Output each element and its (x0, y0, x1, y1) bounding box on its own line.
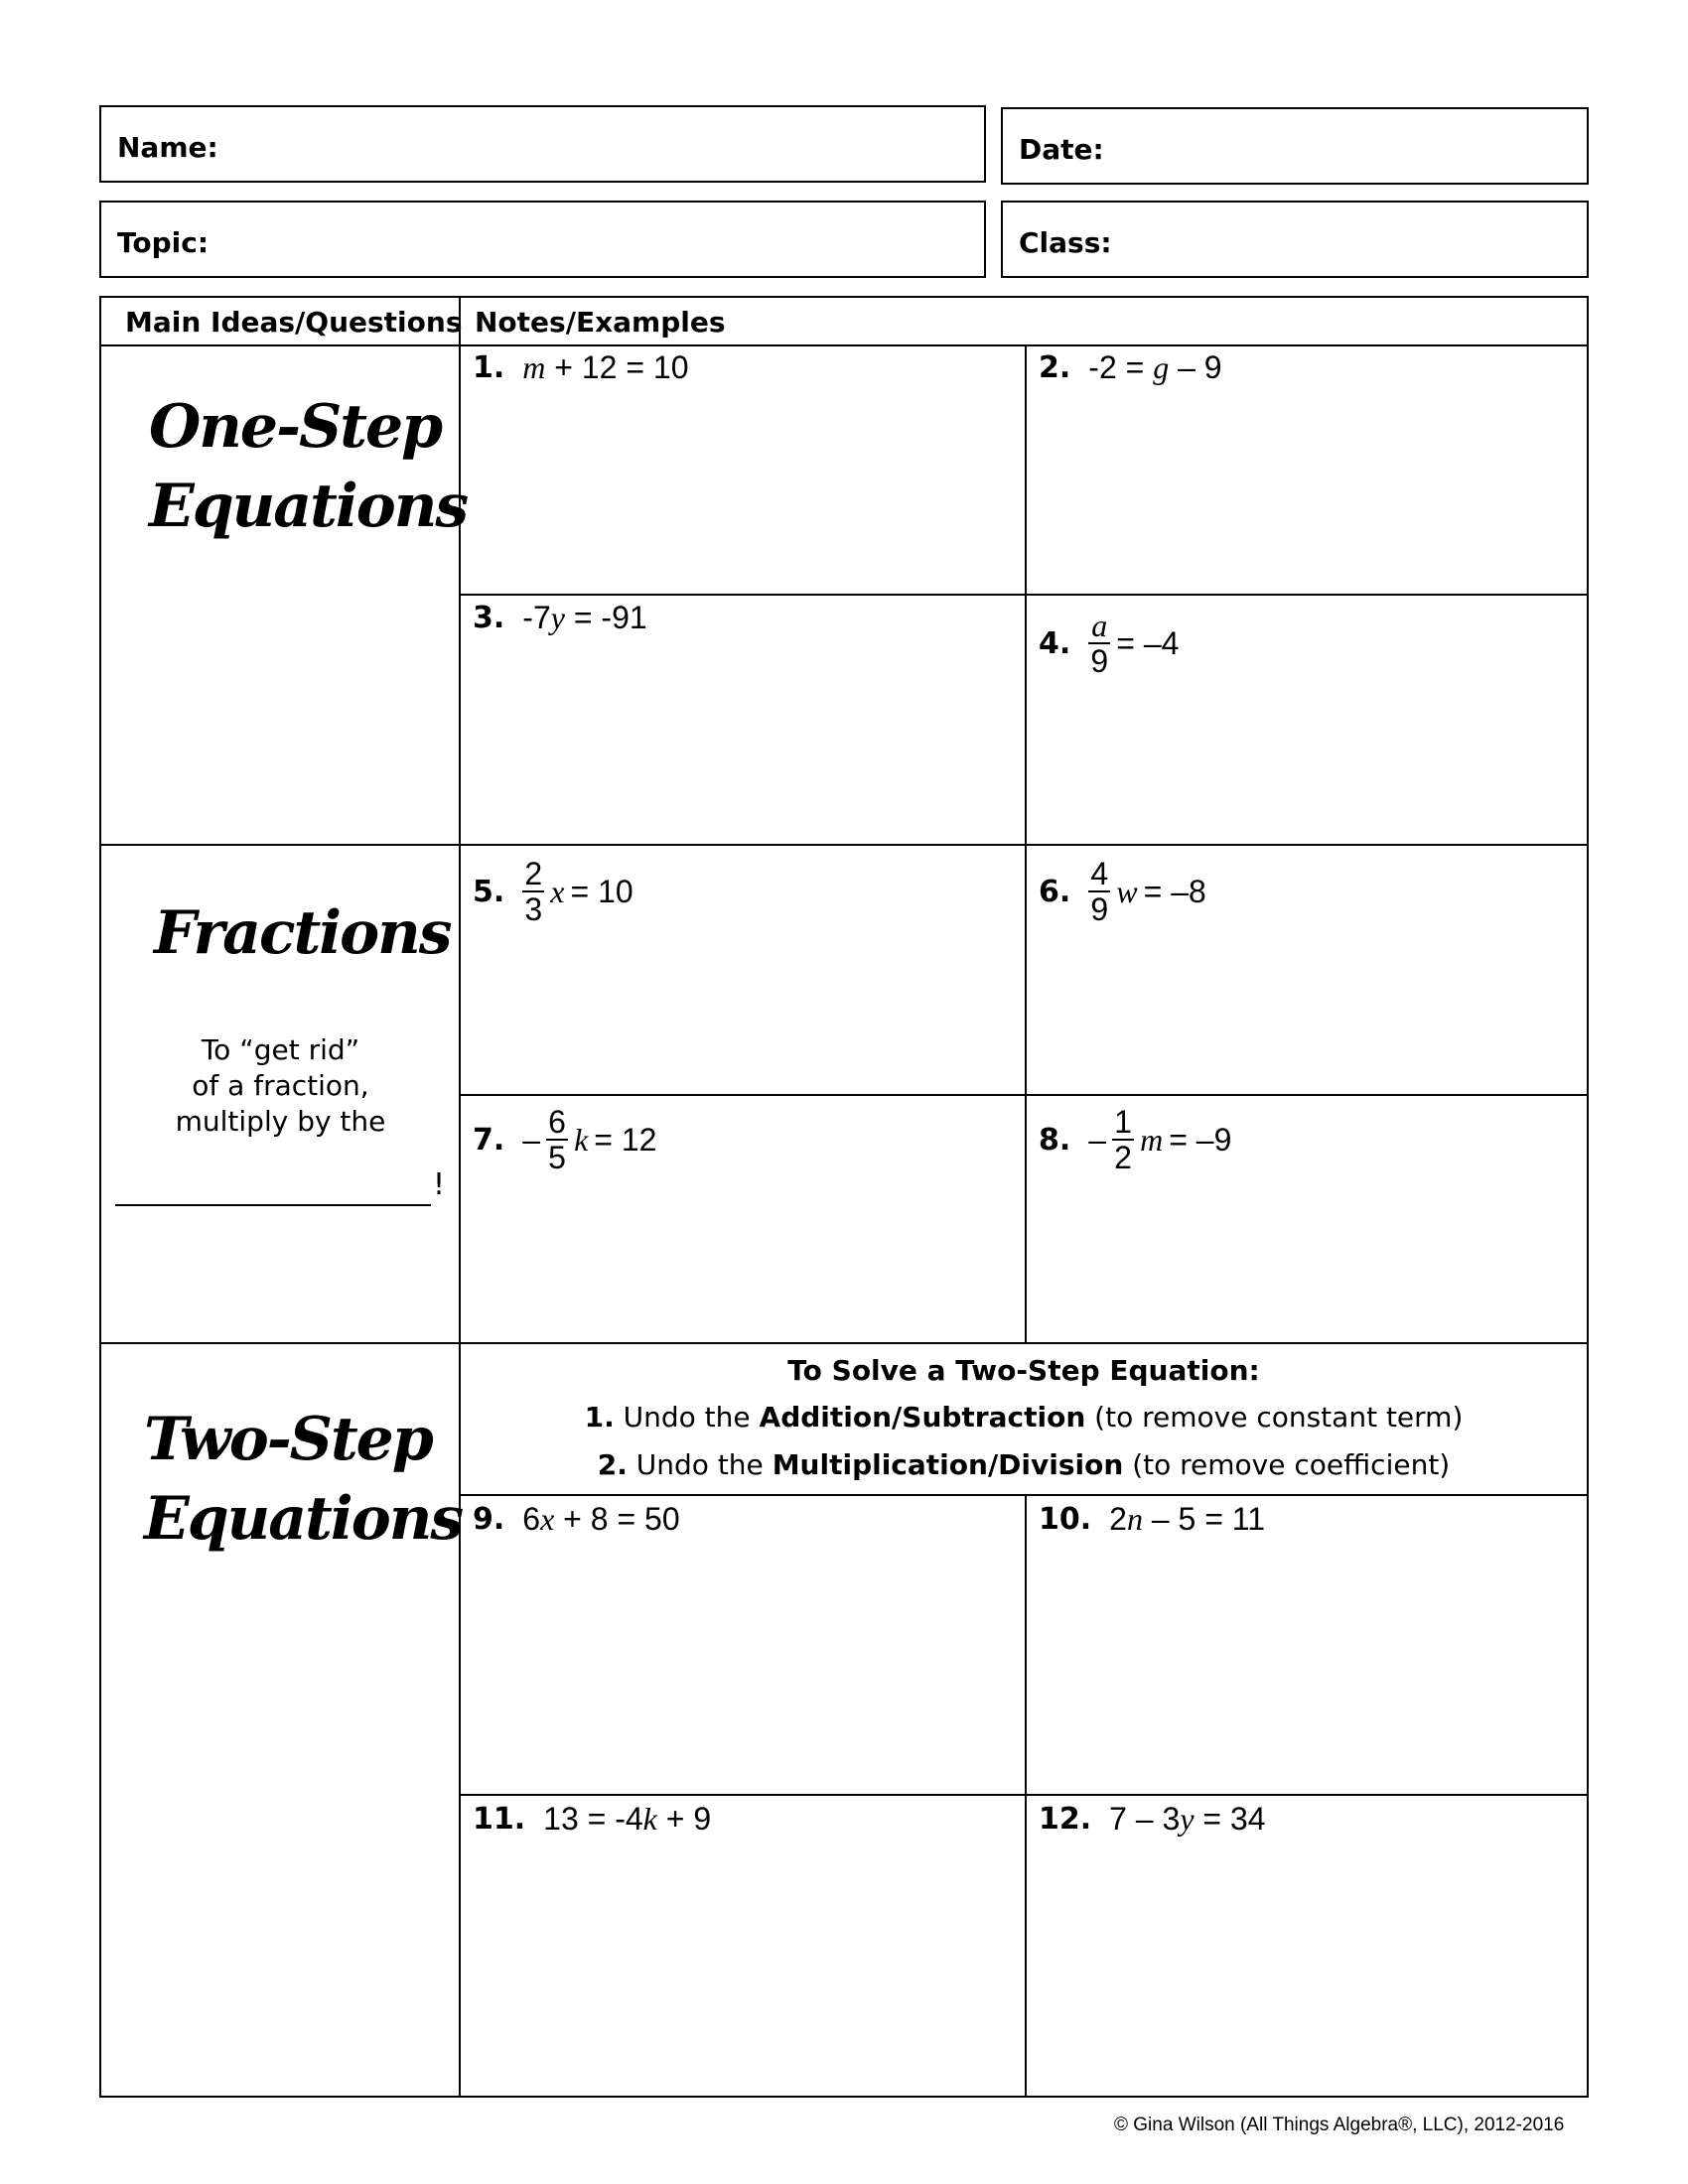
instructions-title: To Solve a Two-Step Equation: (787, 1354, 1260, 1387)
expression: – 5 = 11 (1142, 1500, 1266, 1537)
instruction-step-2 (461, 1441, 1587, 1489)
expression: + 12 = 10 (545, 348, 689, 385)
one-step-title-line1: One-Step (149, 392, 442, 462)
problem-12 (1039, 1799, 1266, 1839)
step2-post: (to remove coefficient) (1123, 1448, 1451, 1481)
variable: y (550, 599, 565, 635)
denominator: 9 (1090, 891, 1109, 927)
two-step-title-line2: Equations (144, 1484, 463, 1554)
step1-pre: Undo the (623, 1401, 760, 1433)
topic-label: Topic: (117, 226, 210, 259)
expression: = 34 (1194, 1800, 1266, 1837)
fraction (1088, 857, 1110, 926)
problem-3 (473, 598, 647, 637)
instructions-divider (459, 1494, 1589, 1496)
denominator: 2 (1114, 1140, 1132, 1175)
sign: – (522, 1121, 541, 1158)
fractions-note-line2: of a fraction, (192, 1069, 369, 1102)
expression-pre: 13 = -4 (543, 1800, 643, 1837)
problem-4 (1039, 604, 1179, 683)
fraction (1112, 1105, 1134, 1174)
two-step-instructions (461, 1348, 1587, 1489)
expression-pre: 6 (522, 1500, 541, 1537)
problem-number: 8. (1039, 1122, 1071, 1158)
problem-number: 2. (1039, 349, 1071, 385)
numerator: 2 (524, 856, 543, 891)
expression: = -91 (564, 599, 647, 635)
topic-field[interactable] (99, 201, 986, 278)
header-row-divider (99, 344, 1589, 346)
name-label: Name: (117, 131, 218, 164)
step1-number: 1. (584, 1401, 615, 1433)
variable: y (1180, 1800, 1195, 1837)
two-step-title-line1: Two-Step (144, 1405, 432, 1474)
step2-bold: Multiplication/Division (772, 1448, 1124, 1481)
fractions-blank (115, 1166, 431, 1206)
expression: = 10 (570, 873, 633, 909)
problem-number: 1. (473, 349, 505, 385)
main-column-divider (459, 296, 461, 2098)
problem-9 (473, 1499, 680, 1539)
copyright-notice: © Gina Wilson (All Things Algebra®, LLC), 2012-2016 (1114, 2115, 1565, 2135)
problem-7 (473, 1100, 656, 1179)
sign: – (1088, 1121, 1107, 1158)
problem-number: 10. (1039, 1501, 1092, 1537)
problem-number: 5. (473, 874, 505, 909)
variable: k (574, 1121, 589, 1158)
row-divider-1 (459, 594, 1589, 596)
variable: m (522, 348, 546, 385)
fraction (546, 1105, 568, 1174)
problem-10 (1039, 1499, 1265, 1539)
class-label: Class: (1019, 226, 1112, 259)
fractions-note-line1: To “get rid” (201, 1033, 360, 1066)
step1-post: (to remove constant term) (1085, 1401, 1464, 1433)
example-column-divider-1 (1025, 344, 1027, 1342)
variable: n (1126, 1500, 1143, 1537)
problem-5 (473, 852, 633, 931)
instruction-step-1 (461, 1394, 1587, 1441)
fraction (1088, 609, 1110, 678)
numerator: a (1091, 608, 1108, 643)
problem-1 (473, 347, 689, 387)
problem-number: 9. (473, 1501, 505, 1537)
denominator: 3 (524, 891, 543, 927)
main-ideas-header: Main Ideas/Questions (125, 306, 463, 339)
variable: m (1140, 1121, 1164, 1158)
problem-number: 3. (473, 600, 505, 635)
expression: – 9 (1169, 348, 1222, 385)
fractions-title: Fractions (154, 898, 451, 968)
notes-examples-header: Notes/Examples (475, 306, 726, 339)
numerator: 4 (1090, 856, 1109, 891)
problem-2 (1039, 347, 1222, 387)
step2-number: 2. (597, 1448, 628, 1481)
date-field[interactable] (1001, 107, 1589, 185)
class-field[interactable] (1001, 201, 1589, 278)
numerator: 6 (548, 1104, 566, 1140)
row-divider-2 (459, 1094, 1589, 1096)
expression: + 9 (656, 1800, 712, 1837)
one-step-title (149, 387, 467, 546)
name-field[interactable] (99, 105, 986, 183)
fractions-blank-end: ! (433, 1167, 446, 1202)
problem-number: 11. (473, 1801, 526, 1837)
problem-11 (473, 1799, 711, 1839)
denominator: 5 (548, 1140, 566, 1175)
problem-number: 6. (1039, 874, 1071, 909)
expression-pre: -2 = (1088, 348, 1154, 385)
step2-pre: Undo the (635, 1448, 773, 1481)
fraction (522, 857, 544, 926)
section-divider-2 (99, 1342, 1589, 1344)
date-label: Date: (1019, 133, 1104, 166)
problem-number: 7. (473, 1122, 505, 1158)
variable: g (1153, 348, 1170, 385)
fractions-note (109, 1032, 452, 1140)
variable: x (540, 1500, 555, 1537)
step1-bold: Addition/Subtraction (759, 1401, 1086, 1433)
problem-number: 12. (1039, 1801, 1092, 1837)
expression-pre: 7 – 3 (1109, 1800, 1181, 1837)
row-divider-3 (459, 1794, 1589, 1796)
expression: + 8 = 50 (554, 1500, 680, 1537)
expression-pre: 2 (1109, 1500, 1127, 1537)
example-column-divider-2 (1025, 1494, 1027, 2098)
problem-6 (1039, 852, 1206, 931)
variable: x (550, 873, 565, 909)
expression: = –4 (1116, 624, 1180, 661)
expression: = 12 (594, 1121, 657, 1158)
expression: = –9 (1169, 1121, 1232, 1158)
numerator: 1 (1114, 1104, 1132, 1140)
expression-pre: -7 (522, 599, 551, 635)
problem-number: 4. (1039, 625, 1071, 661)
two-step-title (144, 1400, 462, 1559)
fractions-note-line3: multiply by the (175, 1105, 386, 1138)
expression: = –8 (1143, 873, 1206, 909)
section-divider-1 (99, 844, 1589, 846)
one-step-title-line2: Equations (149, 472, 468, 541)
variable: k (642, 1800, 657, 1837)
problem-8 (1039, 1100, 1231, 1179)
variable: w (1116, 873, 1138, 909)
denominator: 9 (1090, 643, 1109, 679)
